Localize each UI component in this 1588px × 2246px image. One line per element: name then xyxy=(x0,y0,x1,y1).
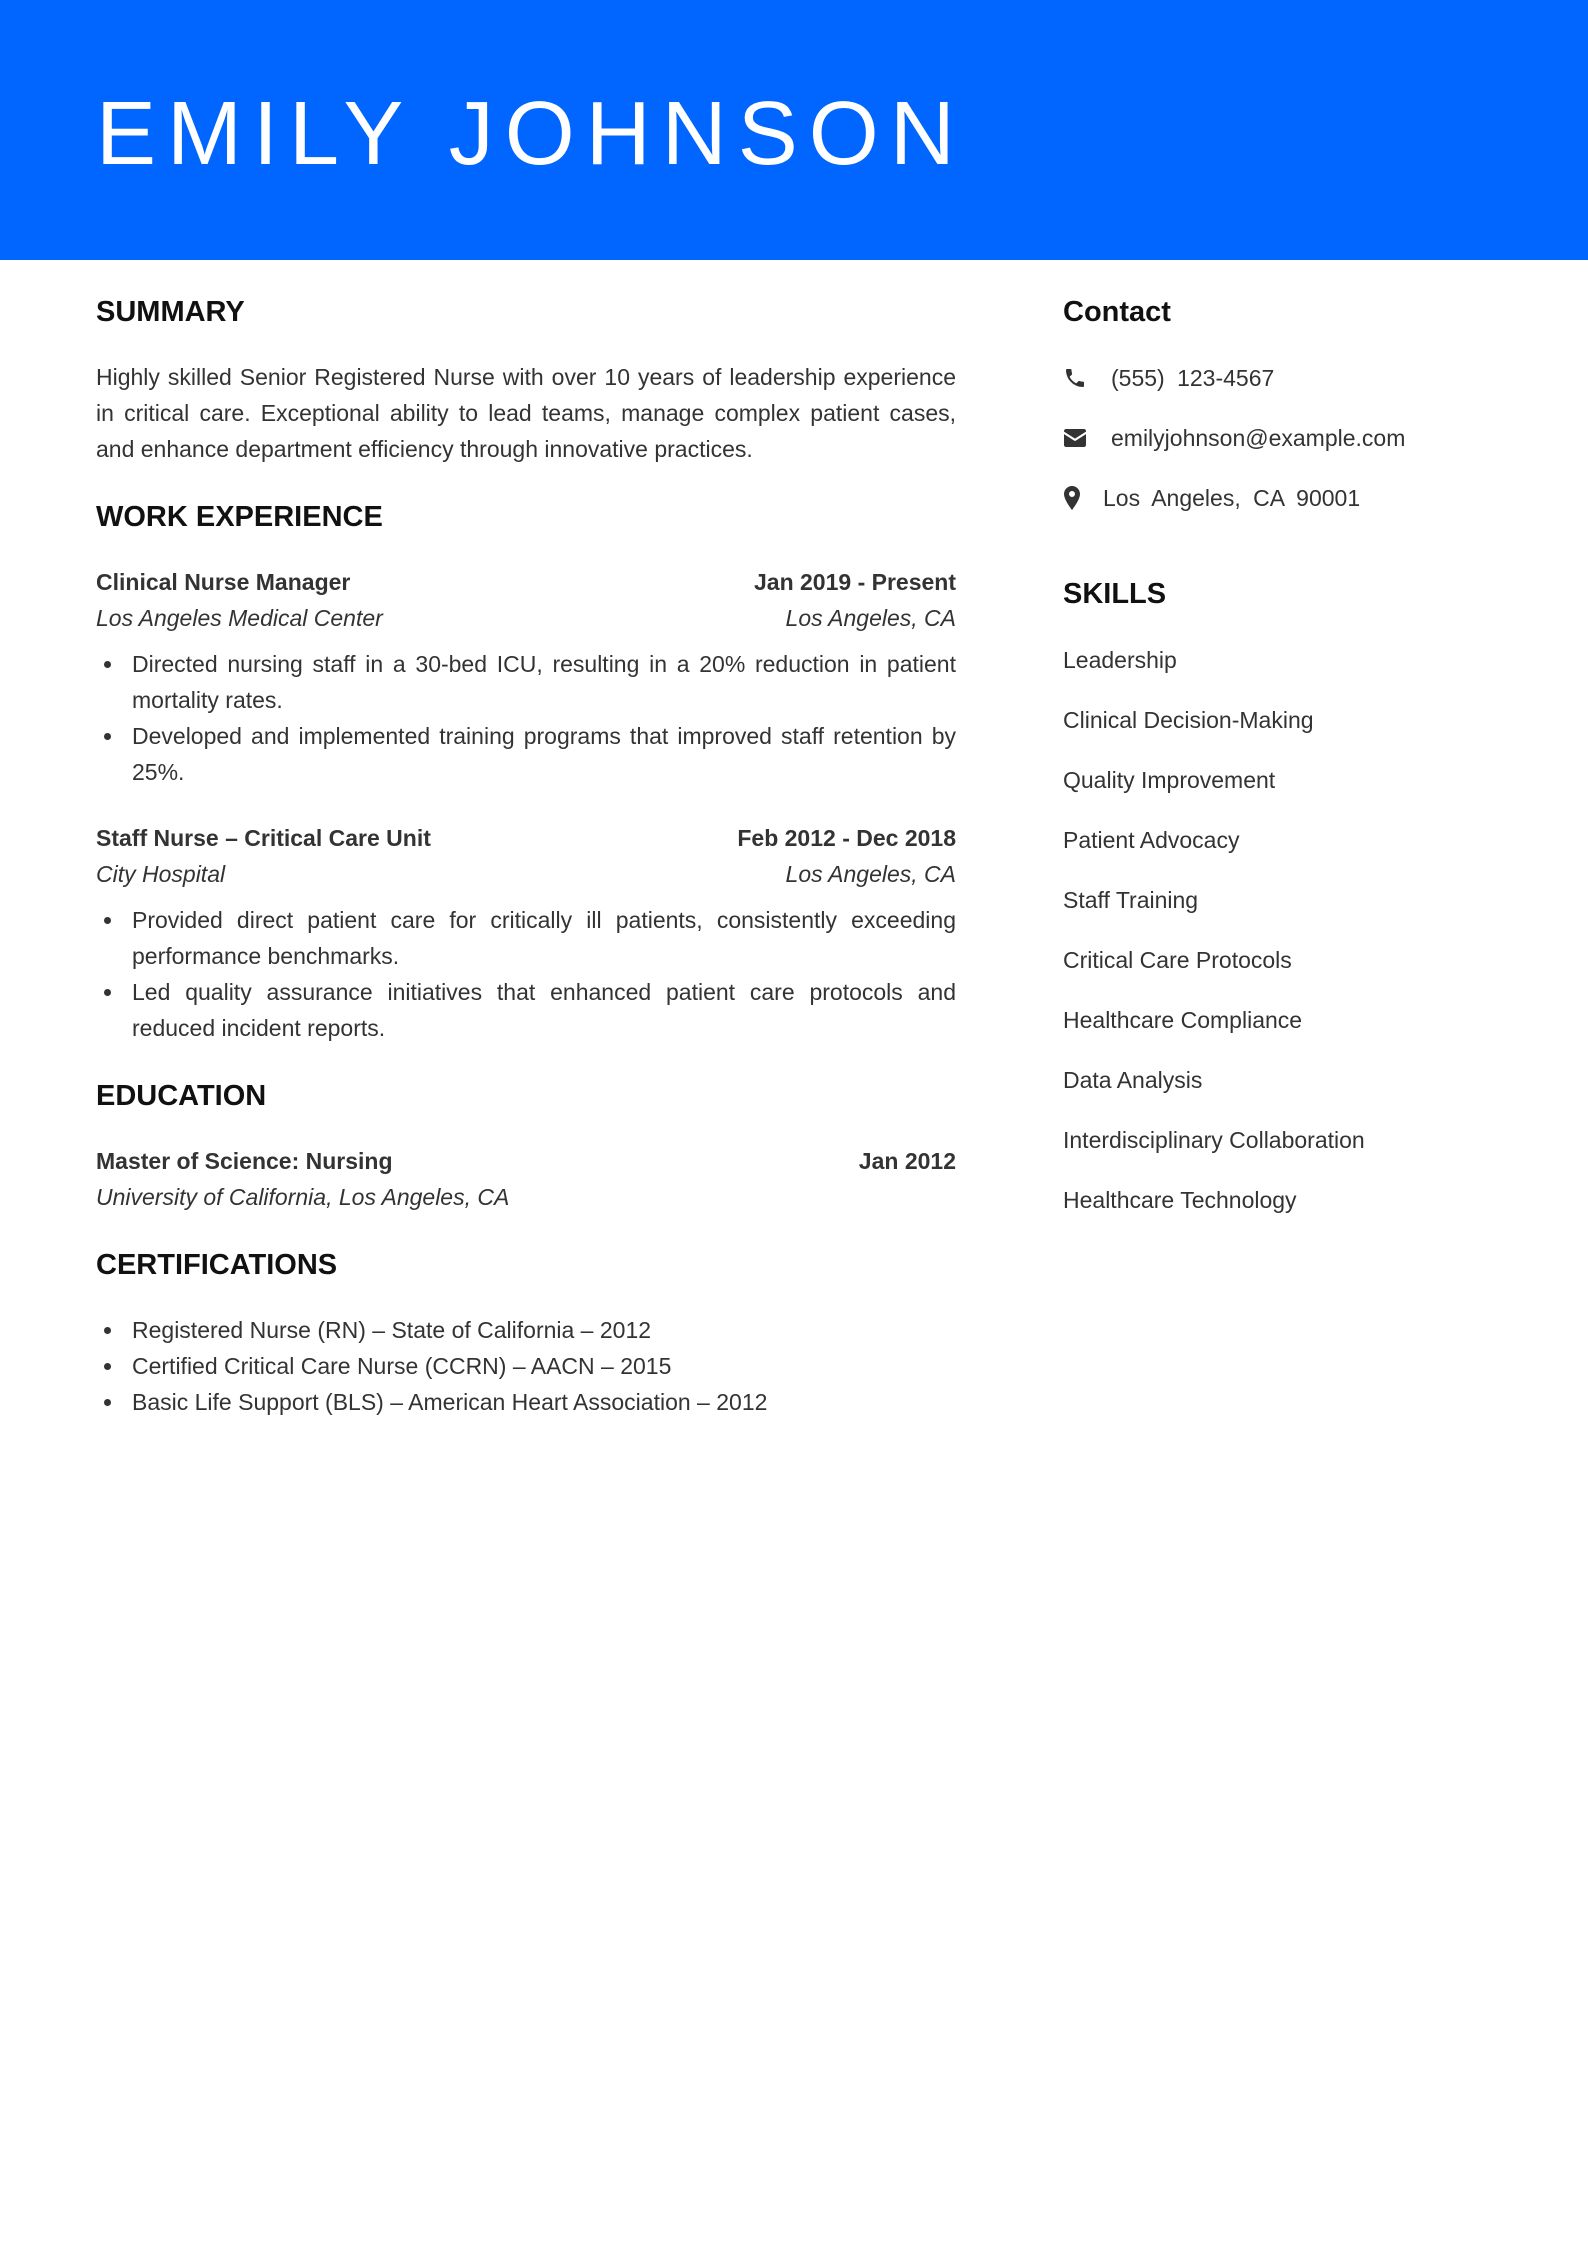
school: University of California, Los Angeles, CA xyxy=(96,1184,510,1210)
certification-item xyxy=(96,1312,956,1348)
summary-title: SUMMARY xyxy=(96,296,245,328)
job-role: Clinical Nurse Manager xyxy=(96,569,351,595)
job-bullet xyxy=(96,974,956,1046)
bullet-dot-icon xyxy=(104,1399,111,1406)
skill-item: Critical Care Protocols xyxy=(1063,947,1292,973)
education-title: EDUCATION xyxy=(96,1080,267,1112)
skills-list xyxy=(1063,642,1523,1218)
certifications-title: CERTIFICATIONS xyxy=(96,1249,338,1281)
certification-text: Basic Life Support (BLS) – American Heart Association – 2012 xyxy=(132,1389,768,1415)
certification-item xyxy=(96,1384,956,1420)
skill-item: Data Analysis xyxy=(1063,1067,1203,1093)
summary-text: Highly skilled Senior Registered Nurse with over 10 years of leadership experience in critical care. Exceptional ability to lead teams, manage complex patient cases, and enhance department efficiency through innovative practices. xyxy=(96,364,956,462)
skill-item: Staff Training xyxy=(1063,887,1199,913)
main-column xyxy=(96,292,956,1420)
contact-location xyxy=(1063,480,1523,516)
certification-text: Certified Critical Care Nurse (CCRN) – AACN – 2015 xyxy=(132,1353,672,1379)
bullet-dot-icon xyxy=(104,661,111,668)
job-bullets xyxy=(96,646,956,790)
skill-item: Clinical Decision-Making xyxy=(1063,707,1314,733)
degree-date: Jan 2012 xyxy=(858,1148,956,1174)
contact-section xyxy=(1063,292,1523,516)
bullet-dot-icon xyxy=(104,917,111,924)
job-bullet xyxy=(96,646,956,718)
job-employer: Los Angeles Medical Center xyxy=(96,605,383,631)
job-bullet xyxy=(96,902,956,974)
header-banner xyxy=(0,0,1588,260)
contact-email xyxy=(1063,420,1523,456)
skill-item: Healthcare Compliance xyxy=(1063,1007,1303,1033)
envelope-icon xyxy=(1063,425,1089,451)
skills-section xyxy=(1063,574,1523,1218)
contact-location-text: Los Angeles, CA 90001 xyxy=(1103,484,1361,511)
job-bullet xyxy=(96,718,956,790)
skill-item: Healthcare Technology xyxy=(1063,1187,1297,1213)
bullet-dot-icon xyxy=(104,1363,111,1370)
job-entry xyxy=(96,564,956,790)
job-bullet-text: Developed and implemented training programs that improved staff retention by 25%. xyxy=(132,723,956,785)
candidate-name: EMILY JOHNSON xyxy=(96,84,966,184)
skill-item: Leadership xyxy=(1063,647,1177,673)
skill-item: Interdisciplinary Collaboration xyxy=(1063,1127,1365,1153)
certifications-list xyxy=(96,1312,956,1420)
education-section xyxy=(96,1076,956,1215)
work-experience-section xyxy=(96,497,956,1046)
skill-item: Patient Advocacy xyxy=(1063,827,1240,853)
degree: Master of Science: Nursing xyxy=(96,1148,393,1174)
job-bullet-text: Provided direct patient care for critically ill patients, consistently exceeding performance benchmarks. xyxy=(132,907,956,969)
job-entry xyxy=(96,820,956,1046)
job-bullets xyxy=(96,902,956,1046)
phone-icon xyxy=(1063,365,1089,391)
certification-item xyxy=(96,1348,956,1384)
side-column xyxy=(1063,292,1523,1242)
skills-title: SKILLS xyxy=(1063,578,1167,610)
certification-text: Registered Nurse (RN) – State of California – 2012 xyxy=(132,1317,652,1343)
job-bullet-text: Led quality assurance initiatives that enhanced patient care protocols and reduced incident reports. xyxy=(132,979,956,1041)
bullet-dot-icon xyxy=(104,733,111,740)
bullet-dot-icon xyxy=(104,989,111,996)
contact-phone xyxy=(1063,360,1523,396)
summary-section xyxy=(96,292,956,467)
skill-item: Quality Improvement xyxy=(1063,767,1276,793)
contact-email-text: emilyjohnson@example.com xyxy=(1111,424,1406,451)
bullet-dot-icon xyxy=(104,1327,111,1334)
map-pin-icon xyxy=(1063,485,1083,511)
job-location: Los Angeles, CA xyxy=(785,605,956,631)
education-entry xyxy=(96,1143,956,1215)
certifications-section xyxy=(96,1245,956,1420)
job-role: Staff Nurse – Critical Care Unit xyxy=(96,825,431,851)
job-bullet-text: Directed nursing staff in a 30-bed ICU, resulting in a 20% reduction in patient mortality rates. xyxy=(132,651,956,713)
job-dates: Feb 2012 - Dec 2018 xyxy=(737,825,956,851)
contact-title: Contact xyxy=(1063,296,1171,328)
contact-phone-text: (555) 123-4567 xyxy=(1111,364,1275,391)
job-dates: Jan 2019 - Present xyxy=(753,569,956,595)
job-employer: City Hospital xyxy=(96,861,226,887)
work-experience-title: WORK EXPERIENCE xyxy=(96,501,383,533)
job-location: Los Angeles, CA xyxy=(785,861,956,887)
